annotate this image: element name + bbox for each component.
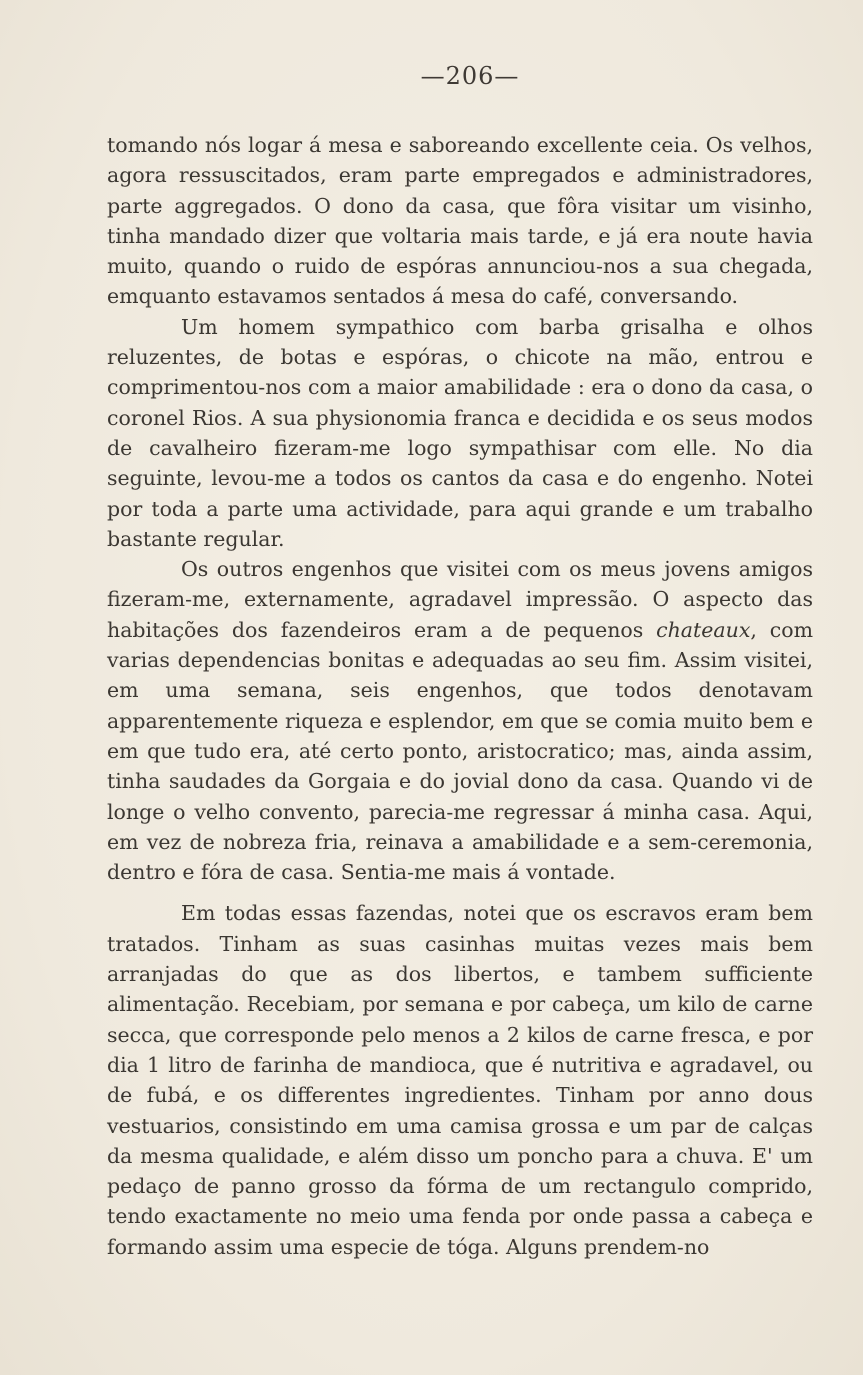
paragraph-1: tomando nós logar á mesa e saboreando excellente ceia. Os velhos, agora ressuscitados, eram parte empregados e administradores, parte aggregados. O dono da casa, que fôra visitar um visinho, tinha mandado dizer que voltaria mais tarde, e já era noute havia muito, quando o ruido de espóras annunciou-nos a sua chegada, emquanto estavamos sentados á mesa do café, conversando. (107, 133, 813, 309)
paragraph-3-italic-word: chateaux (656, 617, 751, 642)
paragraph-2: Um homem sympathico com barba grisalha e olhos reluzentes, de botas e espóras, o chicote na mão, entrou e comprimentou-nos com a maior amabilidade : era o dono da casa, o coronel Rios. A sua physionomia franca e decidida e os seus modos de cavalheiro fizeram-me logo sympathisar com elle. No dia seguinte, levou-me a todos os cantos da casa e do engenho. Notei por toda a parte uma actividade, para aqui grande e um trabalho bastante regular. (107, 314, 813, 551)
paragraph-4: Em todas essas fazendas, notei que os escravos eram bem tratados. Tinham as suas casinhas muitas vezes mais bem arranjadas do que as dos libertos, e tambem sufficiente alimentação. Recebiam, por semana e por cabeça, um kilo de carne secca, que corresponde pelo menos a 2 kilos de carne fresca, e por dia 1 litro de farinha de mandioca, que é nutritiva e agradavel, ou de fubá, e os differentes ingredientes. Tinham por anno dous vestuarios, consistindo em uma camisa grossa e um par de calças da mesma qualidade, e além disso um poncho para a chuva. E' um pedaço de panno grosso da fórma de um rectangulo comprido, tendo exactamente no meio uma fenda por onde passa a cabeça e formando assim uma especie de tóga. Alguns prendem-no (107, 901, 813, 1259)
paragraph-3-text-before: Os outros engenhos que visitei com os meus jovens amigos fizeram-me, externamente, agradavel impressão. O aspecto das habitações dos fazendeiros eram a de pequenos (107, 557, 813, 642)
page-number: —206— (420, 62, 520, 90)
paragraph-3 (107, 554, 813, 887)
paragraph-3-text-after: , com varias dependencias bonitas e adequadas ao seu fim. Assim visitei, em uma semana, seis engenhos, que todos denotavam apparentemente riqueza e esplendor, em que se comia muito bem e em que tudo era, até certo ponto, aristocratico; mas, ainda assim, tinha saudades da Gorgaia e do jovial dono da casa. Quando vi de longe o velho convento, parecia-me regressar á minha casa. Aqui, em vez de nobreza fria, reinava a amabilidade e a sem-ceremonia, dentro e fóra de casa. Sentia-me mais á vontade. (107, 617, 814, 885)
